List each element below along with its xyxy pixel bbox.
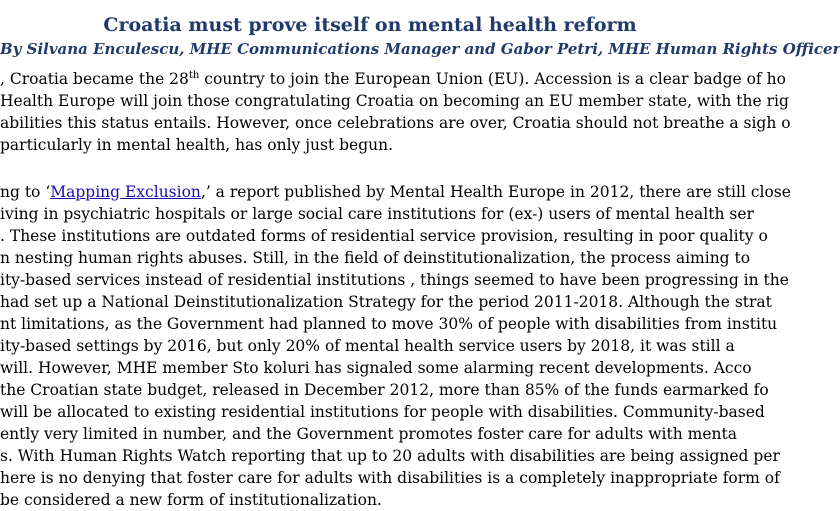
mapping-exclusion-link[interactable]: Mapping Exclusion [50, 183, 201, 201]
text-line: here is no denying that foster care for adults with disabilities is a completely inappropriate form of [0, 469, 780, 487]
text-line: s. With Human Rights Watch reporting that up to 20 adults with disabilities are being assigned per [0, 447, 780, 465]
text-line: will. However, MHE member Sto koluri has signaled some alarming recent developments. Acco [0, 359, 752, 377]
article-byline: By Silvana Enculescu, MHE Communications Manager and Gabor Petri, MHE Human Rights Officer [0, 40, 840, 58]
text-line: Health Europe will join those congratulating Croatia on becoming an EU member state, with the rig [0, 92, 789, 110]
text-line: , Croatia became the 28th country to join the European Union (EU). Accession is a clear badge of ho [0, 69, 786, 88]
text-line: ity-based settings by 2016, but only 20% of mental health service users by 2018, it was still a [0, 337, 735, 355]
text-line: ently very limited in number, and the Government promotes foster care for adults with menta [0, 425, 737, 443]
text-line: the Croatian state budget, released in December 2012, more than 85% of the funds earmarked fo [0, 381, 769, 399]
text-line: ng to ‘Mapping Exclusion,’ a report published by Mental Health Europe in 2012, there are still close [0, 183, 791, 201]
text-line: nt limitations, as the Government had planned to move 30% of people with disabilities from institu [0, 315, 778, 333]
text-line: . These institutions are outdated forms of residential service provision, resulting in poor quality o [0, 227, 768, 245]
text-line: abilities this status entails. However, once celebrations are over, Croatia should not breathe a sigh o [0, 114, 791, 132]
text-line: be considered a new form of institutionalization. [0, 491, 382, 509]
text-line: particularly in mental health, has only just begun. [0, 136, 394, 154]
text-line: n nesting human rights abuses. Still, in the field of deinstitutionalization, the process aiming to [0, 249, 751, 267]
article-title: Croatia must prove itself on mental health reform [103, 14, 637, 36]
text-line: will be allocated to existing residential institutions for people with disabilities. Community-based [0, 403, 765, 421]
paragraph-accession [0, 68, 791, 156]
text-line: had set up a National Deinstitutionalization Strategy for the period 2011-2018. Although the strat [0, 293, 772, 311]
text-line: iving in psychiatric hospitals or large social care institutions for (ex-) users of mental health ser [0, 205, 754, 223]
text-line: ity-based services instead of residential institutions , things seemed to have been progressing in the [0, 271, 789, 289]
paragraph-mapping-exclusion [0, 181, 791, 511]
